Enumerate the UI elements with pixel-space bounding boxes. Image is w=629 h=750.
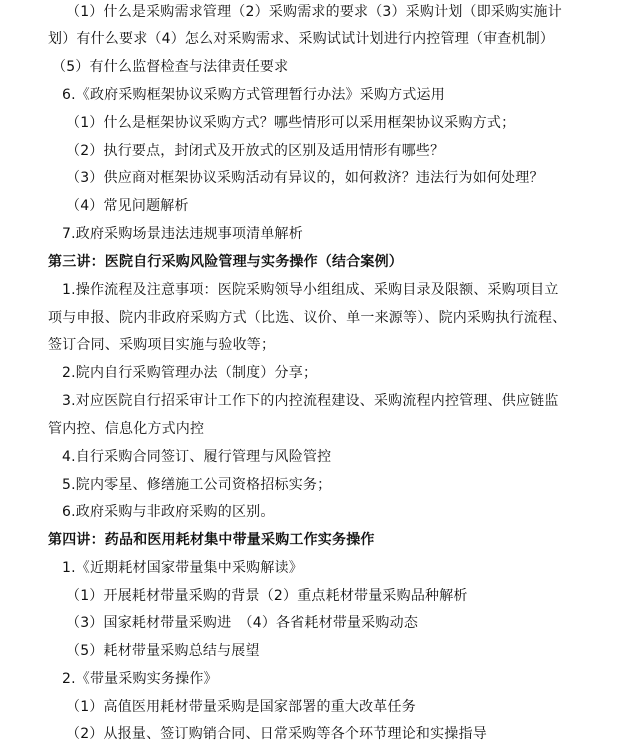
section-heading: 第四讲：药品和医用耗材集中带量采购工作实务操作	[48, 532, 375, 548]
text-line: （1）开展耗材带量采购的背景（2）重点耗材带量采购品种解析	[66, 588, 468, 604]
text-line: 项与申报、院内非政府采购方式（比选、议价、单一来源等）、院内采购执行流程、	[48, 310, 567, 326]
text-line: 6.政府采购与非政府采购的区别。	[62, 504, 275, 520]
text-line: 签订合同、采购项目实施与验收等；	[48, 337, 276, 353]
text-line: 管内控、信息化方式内控	[48, 421, 205, 437]
text-line: （1）什么是框架协议采购方式？哪些情形可以采用框架协议采购方式；	[66, 115, 516, 131]
text-line: 6.《政府采购框架协议采购方式管理暂行办法》采购方式运用	[62, 87, 445, 103]
text-line: 3.对应医院自行招采审计工作下的内控流程建设、采购流程内控管理、供应链监	[62, 393, 559, 409]
text-line: 4.自行采购合同签订、履行管理与风险管控	[62, 449, 332, 465]
text-line: （2）从报量、签订购销合同、日常采购等各个环节理论和实操指导	[66, 726, 487, 742]
section-heading: 第三讲：医院自行采购风险管理与实务操作（结合案例）	[48, 254, 403, 270]
text-line: 2.《带量采购实务操作》	[62, 671, 218, 687]
text-line: 1.操作流程及注意事项：医院采购领导小组组成、采购目录及限额、采购项目立	[62, 282, 559, 298]
text-line: （4）常见问题解析	[66, 198, 189, 214]
text-line: （5）耗材带量采购总结与展望	[66, 643, 260, 659]
text-line: （2）执行要点，封闭式及开放式的区别及适用情形有哪些？	[66, 143, 445, 159]
text-line: 7.政府采购场景违法违规事项清单解析	[62, 226, 303, 242]
text-line: 2.院内自行采购管理办法（制度）分享；	[62, 365, 318, 381]
text-line: （5）有什么监督检查与法律责任要求	[52, 59, 289, 75]
text-line: （1）什么是采购需求管理（2）采购需求的要求（3）采购计划（即采购实施计	[66, 4, 562, 20]
text-line: 划）有什么要求（4）怎么对采购需求、采购试试计划进行内控管理（审查机制）	[48, 31, 555, 47]
text-line: 1.《近期耗材国家带量集中采购解读》	[62, 560, 303, 576]
text-line: （3）国家耗材带量采购进 （4）各省耗材带量采购动态	[66, 615, 419, 631]
text-line: （3）供应商对框架协议采购活动有异议的，如何救济？违法行为如何处理？	[66, 170, 544, 186]
text-line: 5.院内零星、修缮施工公司资格招标实务；	[62, 477, 332, 493]
text-line: （1）高值医用耗材带量采购是国家部署的重大改革任务	[66, 699, 416, 715]
